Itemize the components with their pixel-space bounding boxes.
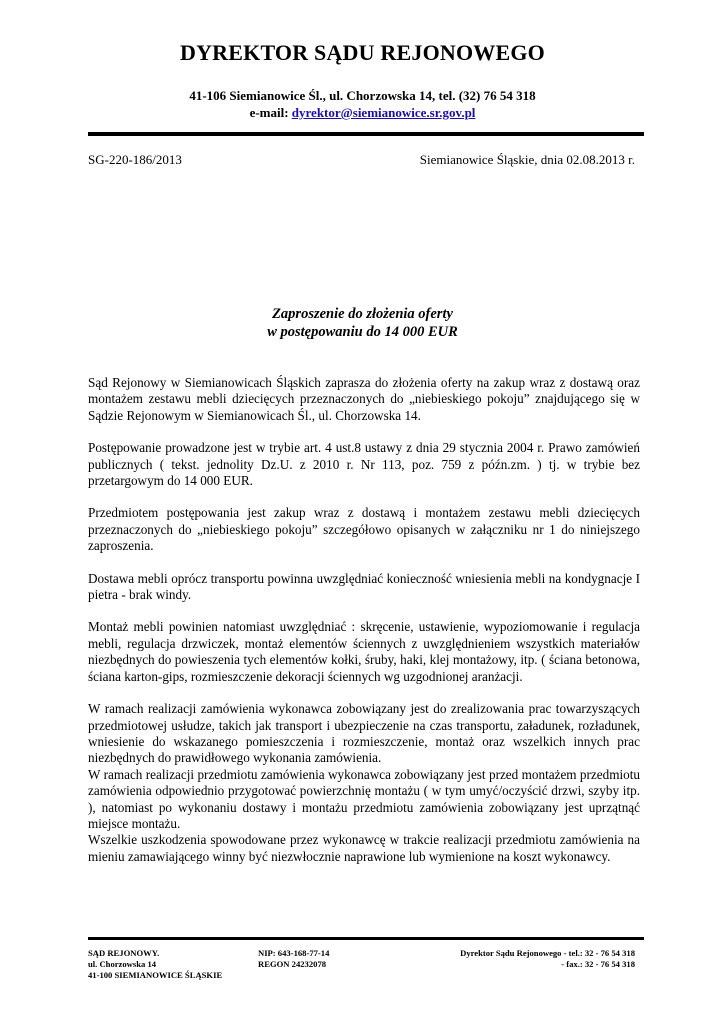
- paragraph: W ramach realizacji zamówienia wykonawca zobowiązany jest do zrealizowania prac towarzyszących przedmiotowej usłudze, takich jak transport i ubezpieczenie na czas transportu, załadunek, rozładunek, wniesienie do wskazanego pomieszczenia i rozmieszczenie, montaż oraz wszelkich innych prac niezbędnych do prawidłowego wykonania zamówienia.: [88, 701, 640, 766]
- footer-divider: [88, 937, 644, 940]
- document-date: Siemianowice Śląskie, dnia 02.08.2013 r.: [419, 152, 635, 167]
- footer-court-address: [88, 948, 222, 981]
- header-divider: [88, 132, 644, 136]
- paragraph: Montaż mebli powinien natomiast uwzględniać : skręcenie, ustawienie, wypoziomowanie i regulacja mebli, regulacja drzwiczek, montaż elementów ściennych z uwzględnieniem wszystkich materiałów niezbędnych do powieszenia tych elementów kołki, śruby, haki, klej montażowy, itp. ( ściana betonowa, ściana karton-gips, rozmieszczenie dekoracji ściennych wg uzgodnionej aranżacji.: [88, 619, 640, 684]
- paragraph: W ramach realizacji przedmiotu zamówienia wykonawca zobowiązany jest przed montażem przedmiotu zamówienia odpowiednio przygotować powierzchnię montażu ( w tym umyć/oczyścić drzwi, szyby itp. ), natomiast po wykonaniu dostawy i montażu przedmiotu zamówienia zobowiązany jest uprzątnąć miejsce montażu.: [88, 766, 640, 831]
- footer-line: NIP: 643-168-77-14: [258, 948, 330, 958]
- paragraph: Przedmiotem postępowania jest zakup wraz z dostawą i montażem zestawu mebli dziecięcych przeznaczonych do „niebieskiego pokoju” szczegółowo opisanych w załączniku nr 1 do niniejszego zaproszenia.: [88, 505, 640, 554]
- reference-number: SG-220-186/2013: [88, 152, 182, 167]
- paragraph: Wszelkie uszkodzenia spowodowane przez wykonawcę w trakcie realizacji przedmiotu zamówienia na mieniu zamawiającego winny być niezwłocznie naprawione lub wymienione na koszt wykonawcy.: [88, 832, 640, 864]
- subject-line-2: w postępowaniu do 14 000 EUR: [267, 324, 458, 340]
- footer-line: REGON 24232078: [258, 959, 327, 969]
- header-address: 41-106 Siemianowice Śl., ul. Chorzowska 14, tel. (32) 76 54 318: [189, 88, 536, 103]
- paragraph: Sąd Rejonowy w Siemianowicach Śląskich zaprasza do złożenia oferty na zakup wraz z dostawą oraz montażem zestawu mebli dziecięcych przeznaczonych do „niebieskiego pokoju” znajdującego się w Sądzie Rejonowym w Siemianowicach Śl., ul. Chorzowska 14.: [88, 375, 640, 423]
- email-label: e-mail:: [249, 105, 292, 120]
- footer-line: SĄD REJONOWY.: [88, 948, 160, 958]
- header-email-line: [0, 105, 725, 121]
- document-header-title: DYREKTOR SĄDU REJONOWEGO: [180, 40, 545, 65]
- email-link[interactable]: dyrektor@siemianowice.sr.gov.pl: [291, 105, 476, 120]
- document-subject: [0, 305, 725, 341]
- footer-line: - fax.: 32 - 76 54 318: [561, 959, 635, 969]
- paragraph: Postępowanie prowadzone jest w trybie art. 4 ust.8 ustawy z dnia 29 stycznia 2004 r. Prawo zamówień publicznych ( tekst. jednolity Dz.U. z 2010 r. Nr 113, poz. 759 z późn.zm. ) tj. w trybie bez przetargowym do 14 000 EUR.: [88, 440, 640, 489]
- paragraph: Dostawa mebli oprócz transportu powinna uwzględniać konieczność wniesienia mebli na kondygnacje I pietra - brak windy.: [88, 570, 640, 603]
- footer-registration: [258, 948, 329, 970]
- document-body: [88, 375, 640, 865]
- footer-line: Dyrektor Sądu Rejonowego - tel.: 32 - 76 54 318: [460, 948, 635, 958]
- subject-line-1: Zaproszenie do złożenia oferty: [272, 306, 453, 322]
- footer-contact: [460, 948, 635, 970]
- footer-line: 41-100 SIEMIANOWICE ŚLĄSKIE: [88, 970, 223, 980]
- footer-line: ul. Chorzowska 14: [88, 959, 157, 969]
